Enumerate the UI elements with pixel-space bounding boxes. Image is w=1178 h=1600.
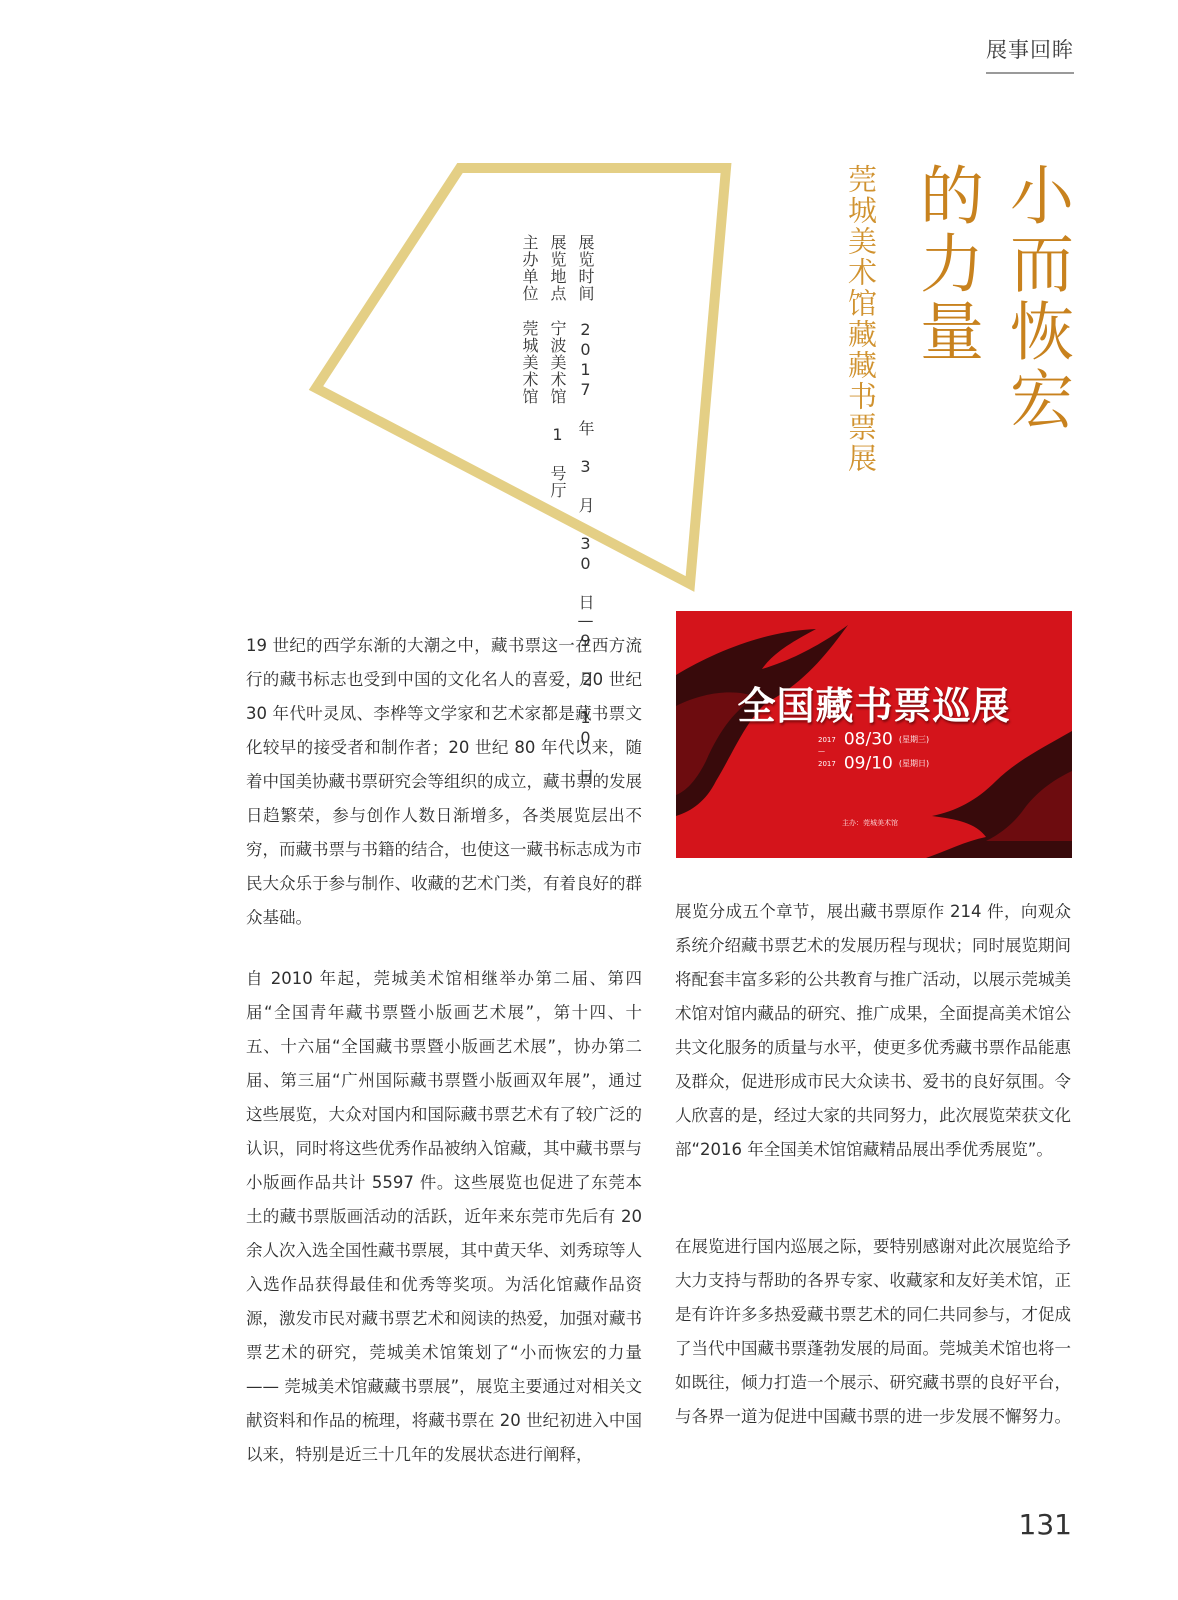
page-title-line1: 小而恢宏 <box>999 162 1073 434</box>
poster-date-end <box>818 753 929 774</box>
page-subtitle: 莞城美术馆藏藏书票展 <box>844 164 878 474</box>
info-label: 主办单位 <box>520 234 539 302</box>
section-label: 展事回眸 <box>986 34 1074 74</box>
info-value: 莞城美术馆 <box>520 320 539 405</box>
poster-date-start <box>818 729 929 750</box>
poster-date-dash: — <box>818 747 825 755</box>
info-label: 展览地点 <box>548 234 567 302</box>
poster-title: 全国藏书票巡展 <box>737 683 1011 728</box>
page-number: 131 <box>1018 1508 1072 1541</box>
body-paragraph: 展览分成五个章节，展出藏书票原作 214 件，向观众系统介绍藏书票艺术的发展历程与现状；同时展览期间将配套丰富多彩的公共教育与推广活动，以展示莞城美术馆对馆内藏品的研究、推广成果，全面提高美术馆公共文化服务的质量与水平，使更多优秀藏书票作品能惠及群众，促进形成市民大众读书、爱书的良好氛围。令人欣喜的是，经过大家的共同努力，此次展览荣获文化部“2016 年全国美术馆馆藏精品展出季优秀展览”。 <box>675 902 1071 1159</box>
page-title-line2: 的力量 <box>909 162 983 366</box>
info-row-organizer <box>518 234 540 405</box>
info-label: 展览时间 <box>576 234 595 302</box>
poster-year: 2017 <box>818 759 836 768</box>
info-value: 2017 年 3 月 30 日—9 月 10 日 <box>576 320 595 785</box>
poster-weekday: (星期三) <box>898 735 930 744</box>
info-row-venue <box>546 234 568 499</box>
poster-weekday: (星期日) <box>898 759 930 768</box>
exhibition-poster-image <box>676 611 1072 858</box>
body-paragraph: 在展览进行国内巡展之际，要特别感谢对此次展览给予大力支持与帮助的各界专家、收藏家和友好美术馆，正是有许许多多热爱藏书票艺术的同仁共同参与，才促成了当代中国藏书票蓬勃发展的局面。莞城美术馆也将一如既往，倾力打造一个展示、研究藏书票的良好平台，与各界一道为促进中国藏书票的进一步发展不懈努力。 <box>675 1237 1071 1426</box>
body-paragraph: 19 世纪的西学东渐的大潮之中，藏书票这一在西方流行的藏书标志也受到中国的文化名人的喜爱，20 世纪 30 年代叶灵凤、李桦等文学家和艺术家都是藏书票文化较早的接受者和制作者；20 世纪 80 年代以来，随着中国美协藏书票研究会等组织的成立，藏书票的发展日趋繁荣，参与创作人数日渐增多，各类展览层出不穷，而藏书票与书籍的结合，也使这一藏书标志成为市民大众乐于参与制作、收藏的艺术门类，有着良好的群众基础。 <box>246 636 642 927</box>
poster-organizer: 主办：莞城美术馆 <box>842 819 898 827</box>
poster-year: 2017 <box>818 735 836 744</box>
poster-date: 09/10 <box>843 753 893 774</box>
poster-date: 08/30 <box>843 729 893 750</box>
body-paragraph: 自 2010 年起，莞城美术馆相继举办第二届、第四届“全国青年藏书票暨小版画艺术展”，第十四、十五、十六届“全国藏书票暨小版画艺术展”，协办第二届、第三届“广州国际藏书票暨小版画双年展”，通过这些展览，大众对国内和国际藏书票艺术有了较广泛的认识，同时将这些优秀作品被纳入馆藏，其中藏书票与小版画作品共计 5597 件。这些展览也促进了东莞本土的藏书票版画活动的活跃，近年来东莞市先后有 20 余人次入选全国性藏书票展，其中黄天华、刘秀琼等人入选作品获得最佳和优秀等奖项。为活化馆藏作品资源，激发市民对藏书票艺术和阅读的热爱，加强对藏书票艺术的研究，莞城美术馆策划了“小而恢宏的力量 —— 莞城美术馆藏藏书票展”，展览主要通过对相关文献资料和作品的梳理，将藏书票在 20 世纪初进入中国以来，特别是近三十几年的发展状态进行阐释， <box>246 969 642 1464</box>
info-value: 宁波美术馆 1 号厅 <box>548 320 567 499</box>
